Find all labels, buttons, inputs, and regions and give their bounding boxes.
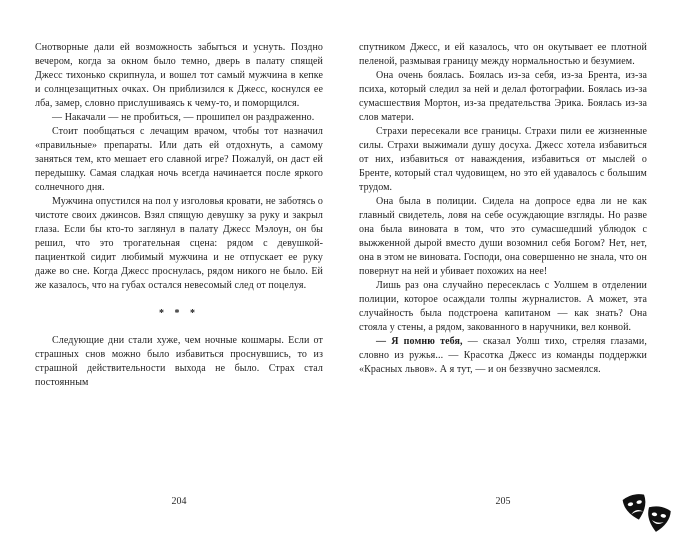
dialogue-paragraph: — Накачали — не пробиться, — прошипел он раздраженно. xyxy=(52,112,315,123)
page-number-right: 205 xyxy=(495,496,511,507)
theater-masks-icon xyxy=(622,492,672,537)
section-separator: * * * xyxy=(159,308,199,319)
paragraph: Следующие дни стали хуже, чем ночные кошмары. Если от страшных снов можно было избавиться проснувшись, то из страшной действительности выхода не было. Страх стал постоянным xyxy=(35,335,323,388)
left-page xyxy=(35,41,323,507)
paragraph: Стоит пообщаться с лечащим врачом, чтобы тот назначил «правильные» препараты. Или дать ей отдохнуть, а самому заняться тем, кто мешает его славной игре? Пожалуй, он даст ей передышку. Самая сладкая ночь всегда начинается после яркого солнечного дня. xyxy=(35,126,323,193)
dialogue-emphasis: — Я помню тебя, xyxy=(376,336,463,347)
right-page-text xyxy=(359,41,647,377)
paragraph: Она очень боялась. Боялась из-за себя, из-за Брента, из-за психа, который следил за ней и делал фотографии. Боялась из-за сумасшествия Мортон, из-за предательства Эрика. Боялась из-за слов матери. xyxy=(359,70,647,123)
right-page xyxy=(359,41,647,507)
book-spread xyxy=(35,41,647,507)
dialogue-rest: — сказал Уолш тихо, стреляя глазами, словно из ружья... — Красотка Джесс из команды поддержки «Красных львов». А я тут, — и он беззвучно засмеялся. xyxy=(359,336,647,375)
left-page-text xyxy=(35,41,323,390)
dialogue-paragraph xyxy=(359,335,647,377)
paragraph: Страхи пересекали все границы. Страхи пили ее жизненные силы. Страхи выжимали душу досуха. Джесс хотела избавиться от них, избавиться от наваждения, избавиться от мыслей о Бренте, который стал чудовищем, но это ей удавалось с большим трудом. xyxy=(359,126,647,193)
paragraph: спутником Джесс, и ей казалось, что он окутывает ее плотной пеленой, размывая границу между нормальностью и безумием. xyxy=(359,42,647,67)
page-number-left: 204 xyxy=(171,496,187,507)
paragraph: Мужчина опустился на пол у изголовья кровати, не заботясь о чистоте своих джинсов. Взял спящую девушку за руку и закрыл глаза. Если бы кто-то заглянул в палату Джесс Мэлоун, он бы решил, что это трогательная сцена: рядом с девушкой-пациенткой сидит любимый мужчина и не отпускает ее руку даже во сне. Когда Джесс проснулась, рядом никого не было. Ей же казалось, что на губах остался невесомый след от поцелуя. xyxy=(35,196,323,291)
paragraph: Она была в полиции. Сидела на допросе едва ли не как главный свидетель, ловя на себе осуждающие взгляды. Но разве она была виновата в том, что это сумасшедший ублюдок с выжженной дырой вместо души возомнил себя Богом? Нет, нет, она в этом не виновата. Господи, она совершенно не знала, что он повернут на ней и убивает похожих на нее! xyxy=(359,196,647,277)
paragraph: Лишь раз она случайно пересеклась с Уолшем в отделении полиции, которое осаждали толпы журналистов. А может, эта случайность была подстроена капитаном — как знать? Она стояла у стены, а рядом, закованного в наручники, вел конвой. xyxy=(359,280,647,333)
paragraph: Снотворные дали ей возможность забыться и уснуть. Поздно вечером, когда за окном было темно, дверь в палату спящей Джесс тихонько скрипнула, и вошел тот самый мужчина в кепке и солнцезащитных очках. Он приблизился к Джесс, коснулся ее лба, замер, словно прислушиваясь к чему-то, и поморщился. xyxy=(35,42,323,109)
